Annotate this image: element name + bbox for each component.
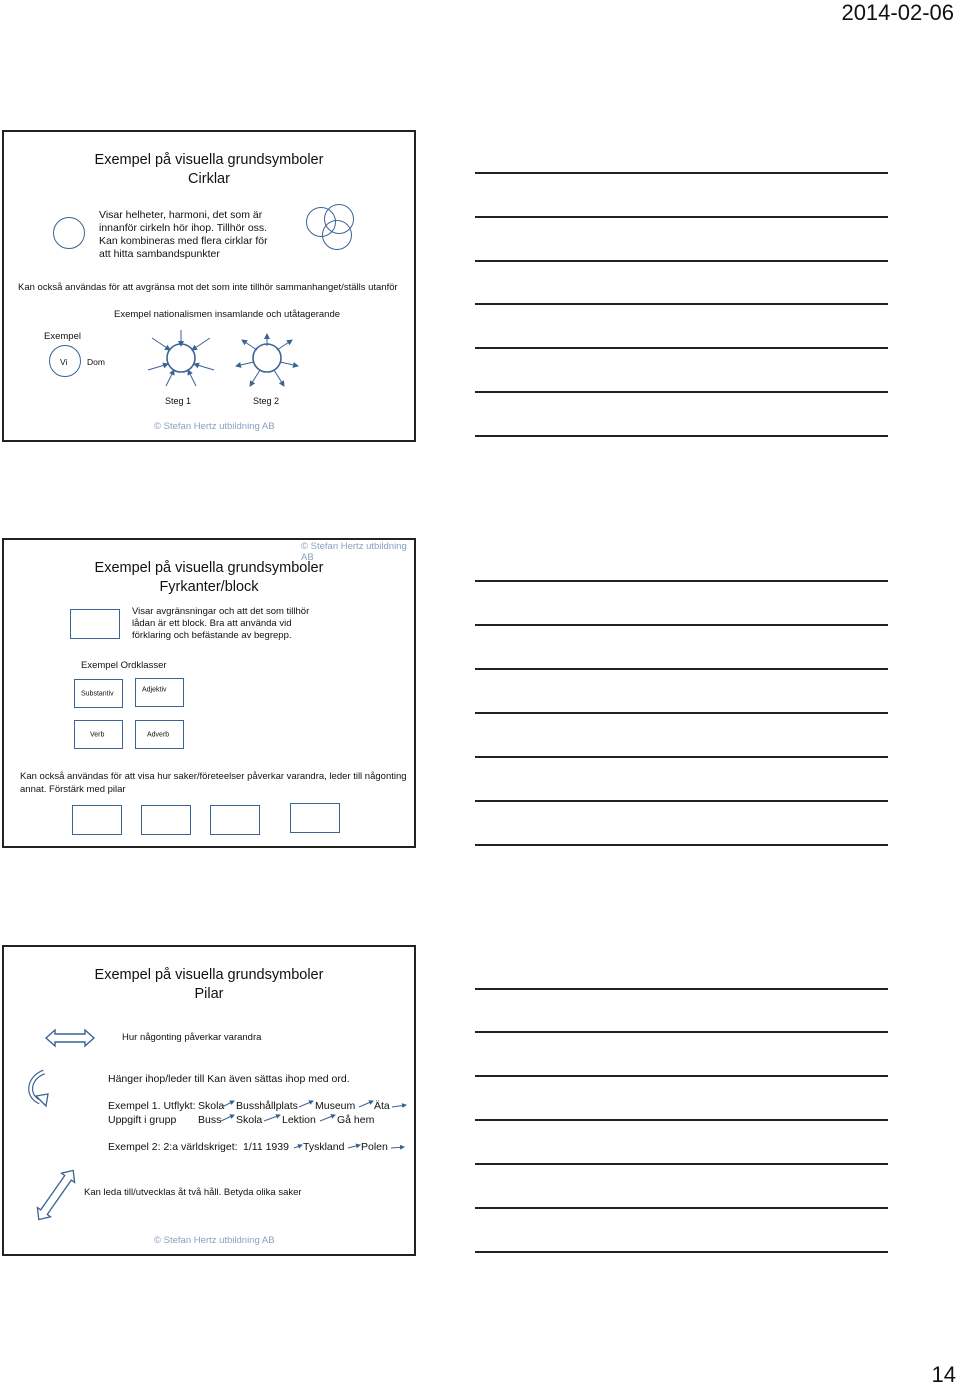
inline-arrows-icon bbox=[108, 1097, 408, 1157]
diagonal-double-arrow-icon bbox=[36, 1165, 76, 1225]
slide-title: Exempel på visuella grundsymboler Pilar bbox=[94, 967, 324, 1002]
steg1-label: Steg 1 bbox=[165, 396, 192, 406]
example1b-row: Uppgift i grupp Buss Skola Lektion Gå hem bbox=[108, 1114, 375, 1126]
vi-circle bbox=[49, 345, 81, 377]
ordklasser-label: Exempel Ordklasser bbox=[81, 660, 167, 671]
block-example-box bbox=[70, 609, 120, 639]
example1-row: Exempel 1. Utflykt: Skola Busshållplats Museum Äta bbox=[108, 1100, 390, 1112]
dom-label: Dom bbox=[87, 357, 105, 367]
double-arrow-icon bbox=[46, 1029, 94, 1047]
slide-arrows bbox=[2, 945, 416, 1256]
header-date: 2014-02-06 bbox=[841, 0, 954, 25]
word-box-substantiv: Substantiv bbox=[74, 679, 123, 708]
word-box-adjektiv: Adjektiv bbox=[135, 678, 184, 707]
chain-box bbox=[210, 805, 260, 835]
slide-blocks bbox=[2, 538, 416, 848]
slide-title: Exempel på visuella grundsymboler Fyrkanter/block bbox=[94, 560, 324, 595]
copyright: © Stefan Hertz utbildning AB bbox=[154, 421, 275, 432]
chain-box bbox=[141, 805, 191, 835]
single-circle-icon bbox=[53, 217, 85, 249]
paverkar-text: Hur någonting påverkar varandra bbox=[122, 1032, 262, 1043]
leda-text: Kan leda till/utvecklas åt två håll. Betyda olika saker bbox=[84, 1187, 302, 1198]
chain-box bbox=[290, 803, 340, 833]
circle-also-text: Kan också användas för att avgränsa mot det som inte tillhör sammanhanget/ställs utanför bbox=[18, 282, 398, 293]
exempel-label: Exempel bbox=[44, 331, 81, 342]
word-box-verb: Verb bbox=[74, 720, 123, 749]
step1-inward-arrows-icon bbox=[146, 330, 216, 390]
chain-box bbox=[72, 805, 122, 835]
hanger-text: Hänger ihop/leder till Kan även sättas ihop med ord. bbox=[108, 1073, 350, 1085]
word-box-adverb: Adverb bbox=[135, 720, 184, 749]
slide-circles bbox=[2, 130, 416, 442]
curved-arrow-icon bbox=[22, 1068, 62, 1108]
step2-outward-arrows-icon bbox=[232, 330, 302, 390]
example2-row: Exempel 2: 2:a världskriget: 1/11 1939 Tyskland Polen bbox=[108, 1141, 388, 1153]
circle-description: Visar helheter, harmoni, det som är innanför cirkeln hör ihop. Tillhör oss. Kan kombineras med flera cirklar för att hitta sambandspunkter bbox=[99, 209, 268, 260]
copyright: © Stefan Hertz utbildning AB bbox=[301, 541, 407, 563]
overlap-circle-icon bbox=[322, 220, 352, 250]
copyright: © Stefan Hertz utbildning AB bbox=[154, 1235, 275, 1246]
steg2-label: Steg 2 bbox=[253, 396, 280, 406]
nationalism-label: Exempel nationalismen insamlande och utåtagerande bbox=[114, 309, 341, 320]
page-number: 14 bbox=[931, 1362, 956, 1387]
block-description: Visar avgränsningar och att det som tillhör lådan är ett block. Bra att använda vid förklaring och befästande av begrepp. bbox=[132, 606, 310, 641]
block-also-text: Kan också användas för att visa hur saker/företeelser påverkar varandra, leder till någonting annat. Förstärk med pilar bbox=[20, 771, 407, 795]
slide-title: Exempel på visuella grundsymboler Cirklar bbox=[94, 152, 324, 187]
vi-label: Vi bbox=[60, 357, 68, 367]
